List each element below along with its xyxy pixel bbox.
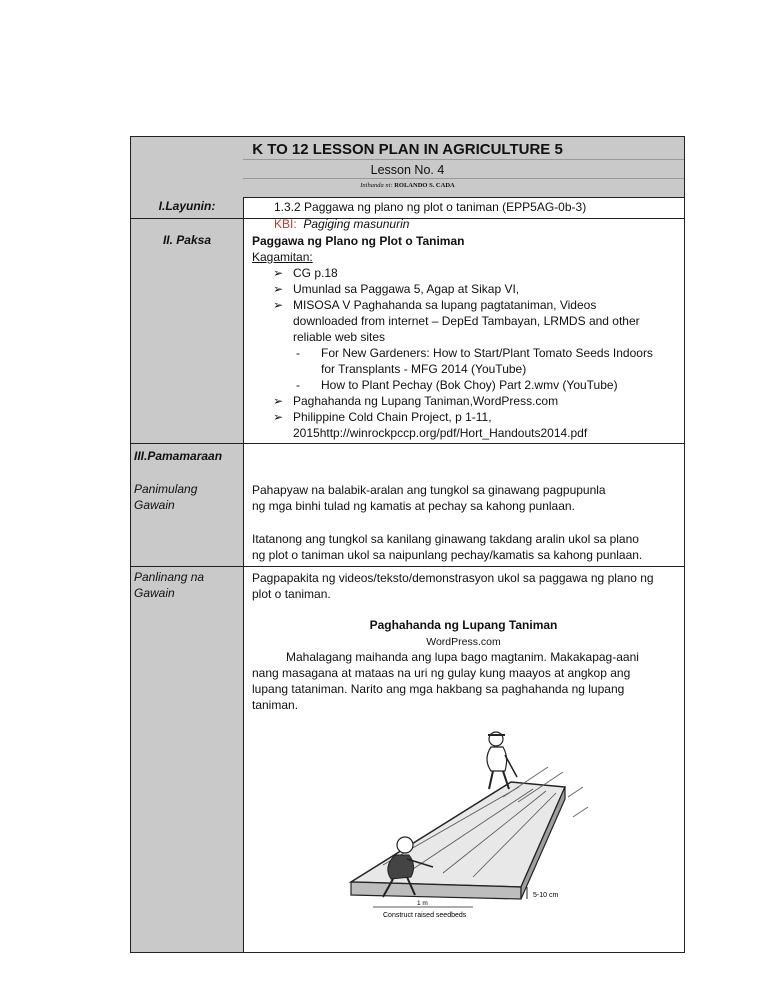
kagamitan-label: Kagamitan: — [252, 250, 313, 264]
figure-width-label: 1 m — [417, 900, 428, 907]
list-item: ➢ Umunlad sa Paggawa 5, Agap at Sikap VI, — [273, 282, 520, 296]
paksa-label: II. Paksa — [162, 233, 212, 247]
panimula-label-2: Gawain — [134, 498, 175, 512]
panlinang-p3-l2: plot o taniman. — [252, 587, 331, 601]
panimula-p2-l1: Itatanong ang tungkol sa kanilang ginawang takdang aralin ukol sa plano — [252, 532, 639, 546]
figure-height-label: 5-10 cm — [533, 892, 559, 899]
list-item-cont: reliable web sites — [293, 330, 386, 344]
list-item: ➢ CG p.18 — [273, 266, 338, 280]
layunin-text: 1.3.2 Paggawa ng plano ng plot o taniman (EPP5AG-0b-3) — [274, 200, 587, 214]
list-item-cont: 2015http://winrockpccp.org/pdf/Hort_Handouts2014.pdf — [293, 426, 588, 440]
lesson-plan-table — [130, 136, 685, 953]
paksa-title: Paggawa ng Plano ng Plot o Taniman — [252, 234, 465, 248]
article-source: WordPress.com — [426, 636, 501, 648]
panlinang-label-2: Gawain — [134, 586, 175, 600]
panimula-label-1: Panimulang — [134, 482, 198, 496]
prepared-by: Inihanda ni: ROLANDO S. CADA — [360, 182, 455, 189]
pamamaraan-label: III.Pamamaraan — [134, 449, 223, 463]
article-line: taniman. — [252, 698, 299, 712]
article-line: nang masagana at mataas na uri ng gulay kung maayos at angkop ang — [252, 666, 631, 680]
article-line: lupang tataniman. Narito ang mga hakbang sa paghahanda ng lupang — [252, 682, 625, 696]
panimula-p1-l2: ng mga binhi tulad ng kamatis at pechay sa kahong punlaan. — [252, 499, 575, 513]
article-line: Mahalagang maihanda ang lupa bago magtanim. Makakapag-aani — [286, 650, 639, 664]
figure-caption: Construct raised seedbeds — [383, 912, 467, 919]
sub-item: How to Plant Pechay (Bok Choy) Part 2.wmv (YouTube) — [321, 378, 618, 392]
article-title: Paghahanda ng Lupang Taniman — [369, 618, 558, 632]
list-item: ➢ MISOSA V Paghahanda sa lupang pagtataniman, Videos — [273, 298, 597, 312]
sub-item: For New Gardeners: How to Start/Plant Tomato Seeds Indoors — [321, 346, 653, 360]
list-item-cont: downloaded from internet – DepEd Tambayan, LRMDS and other — [293, 314, 640, 328]
kbi-line: KBI: Pagiging masunurin — [274, 217, 410, 231]
sub-marker: - — [296, 378, 300, 392]
sub-marker: - — [296, 346, 300, 360]
lesson-title: K TO 12 LESSON PLAN IN AGRICULTURE 5 — [252, 141, 563, 158]
list-item: ➢ Philippine Cold Chain Project, p 1-11, — [273, 410, 492, 424]
panlinang-p3-l1: Pagpapakita ng videos/teksto/demonstrasyon ukol sa paggawa ng plano ng — [252, 571, 654, 585]
seedbed-illustration — [343, 727, 593, 922]
layunin-label: I.Layunin: — [158, 199, 216, 213]
panlinang-label-1: Panlinang na — [134, 570, 205, 584]
lesson-number: Lesson No. 4 — [370, 163, 445, 177]
list-item: ➢ Paghahanda ng Lupang Taniman,WordPress.com — [273, 394, 559, 408]
panimula-p1-l1: Pahapyaw na balabik-aralan ang tungkol sa ginawang pagpupunla — [252, 483, 606, 497]
sub-item-cont: for Transplants - MFG 2014 (YouTube) — [321, 362, 527, 376]
panimula-p2-l2: ng plot o taniman ukol sa naipunlang pechay/kamatis sa kahong punlaan. — [252, 548, 643, 562]
lesson-header — [131, 137, 684, 198]
